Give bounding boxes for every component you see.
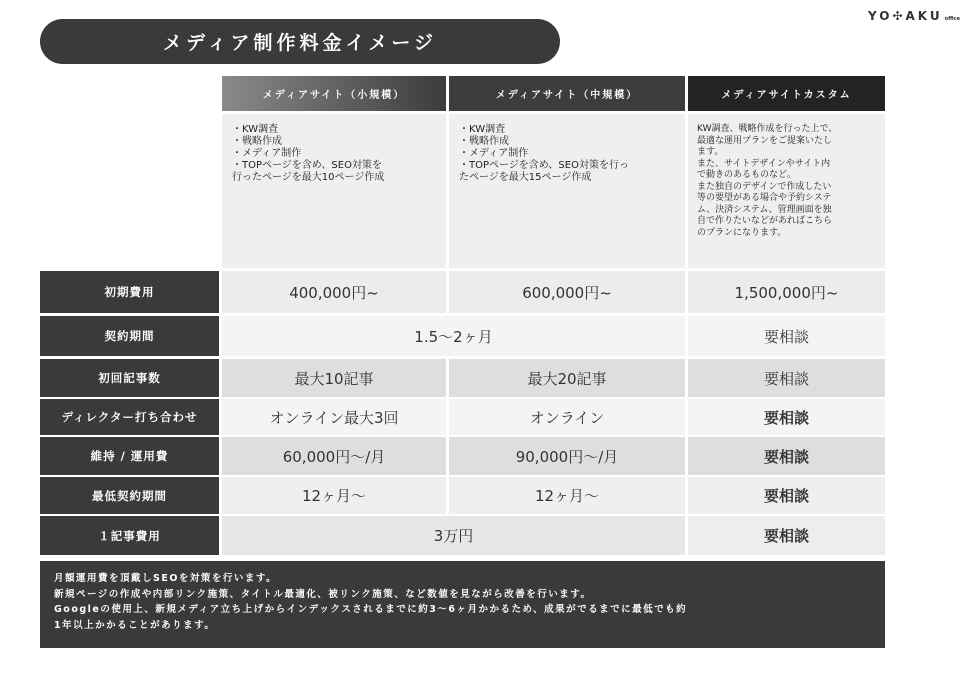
row-label-initial-articles: 初回記事数: [40, 359, 219, 397]
plan-description-medium: ・KW調査 ・戦略作成 ・メディア制作 ・TOPページを含め、SEO対策を行っ たページを最大15ページ作成: [449, 114, 685, 268]
row-label-maintenance-fee: 維持 / 運用費: [40, 437, 219, 475]
page-title: メディア制作料金イメージ: [40, 19, 560, 64]
cell-maintenance-fee-small: 60,000円〜/月: [222, 437, 446, 475]
cell-article-cost-custom: 要相談: [688, 516, 885, 555]
logo-text: YO✣AKU: [868, 9, 943, 23]
footnote-line: 新規ページの作成や内部リンク施策、タイトル最適化、被リンク施策、など数値を見ながら改善を行います。: [54, 588, 592, 600]
footnote-line: 月額運用費を頂戴しSEOを対策を行います。: [54, 573, 278, 584]
cell-initial-articles-medium: 最大20記事: [449, 359, 685, 397]
cell-minimum-contract-medium: 12ヶ月〜: [449, 477, 685, 514]
brand-logo: [868, 9, 960, 23]
row-label-article-cost: １記事費用: [40, 516, 219, 555]
cell-contract-period-custom: 要相談: [688, 316, 885, 356]
plan-description-small: ・KW調査 ・戦略作成 ・メディア制作 ・TOPページを含め、SEO対策を 行ったページを最大10ページ作成: [222, 114, 446, 268]
footnote-line: 1年以上かかることがあります。: [54, 619, 216, 631]
footnote-box: [40, 561, 885, 648]
cell-director-meeting-small: オンライン最大3回: [222, 399, 446, 435]
cell-article-cost-merged: 3万円: [222, 516, 685, 555]
column-header-medium: メディアサイト（中規模）: [449, 76, 685, 111]
cell-initial-cost-custom: 1,500,000円~: [688, 271, 885, 313]
row-label-director-meeting: ディレクター打ち合わせ: [40, 399, 219, 435]
row-label-initial-cost: 初期費用: [40, 271, 219, 313]
row-label-minimum-contract: 最低契約期間: [40, 477, 219, 514]
cell-director-meeting-medium: オンライン: [449, 399, 685, 435]
cell-contract-period-merged: 1.5〜2ヶ月: [222, 316, 685, 356]
cell-initial-cost-small: 400,000円~: [222, 271, 446, 313]
column-header-custom: メディアサイトカスタム: [688, 76, 885, 111]
plan-description-custom: KW調査、戦略作成を行った上で、 最適な運用プランをご提案いたし ます。 また、サイトデザインやサイト内 で動きのあるものなど。 また独自のデザインで作成したい 等の要望がある場合や予約システ ム、決済システム、管理画面を独 自で作りたいなどがあればこちら のプランになります。: [688, 114, 885, 268]
cell-maintenance-fee-custom: 要相談: [688, 437, 885, 475]
cell-minimum-contract-small: 12ヶ月〜: [222, 477, 446, 514]
cell-initial-cost-medium: 600,000円~: [449, 271, 685, 313]
footnote-line: Googleの使用上、新規メディア立ち上げからインデックスされるまでに約3〜6ヶ月かかるため、成果がでるまでに最低でも約: [54, 604, 688, 615]
cell-director-meeting-custom: 要相談: [688, 399, 885, 435]
cell-initial-articles-small: 最大10記事: [222, 359, 446, 397]
cell-initial-articles-custom: 要相談: [688, 359, 885, 397]
logo-subtext: office: [944, 16, 961, 22]
cell-minimum-contract-custom: 要相談: [688, 477, 885, 514]
cell-maintenance-fee-medium: 90,000円〜/月: [449, 437, 685, 475]
row-label-contract-period: 契約期間: [40, 316, 219, 356]
column-header-small: メディアサイト（小規模）: [222, 76, 446, 111]
